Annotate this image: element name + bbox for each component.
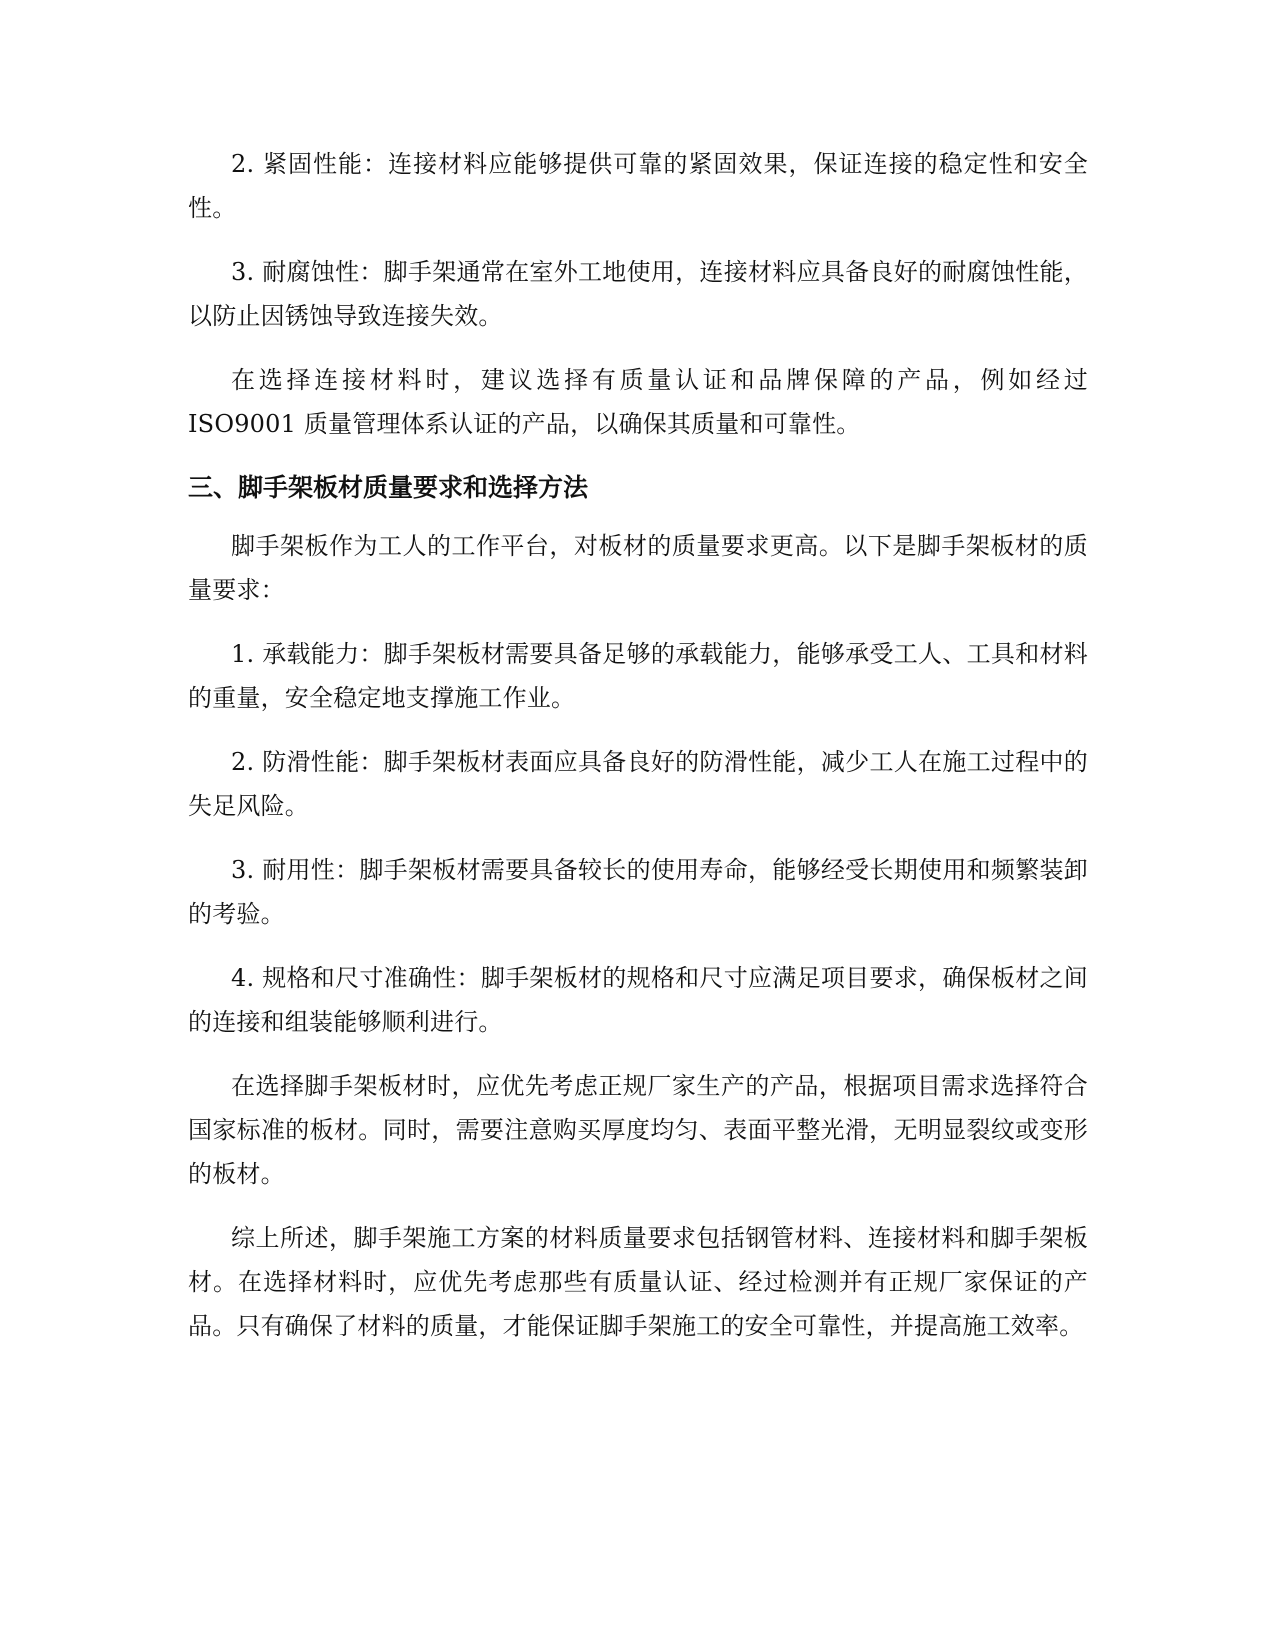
paragraph-board-intro: 脚手架板作为工人的工作平台，对板材的质量要求更高。以下是脚手架板材的质量要求： bbox=[188, 532, 1088, 604]
section-heading: 三、脚手架板材质量要求和选择方法 bbox=[188, 473, 589, 502]
paragraph-load-capacity: 1. 承载能力：脚手架板材需要具备足够的承载能力，能够承受工人、工具和材料的重量，安全稳定地支撑施工作业。 bbox=[188, 640, 1088, 712]
document-body bbox=[188, 142, 1088, 1368]
paragraph-fastening: 2. 紧固性能：连接材料应能够提供可靠的紧固效果，保证连接的稳定性和安全性。 bbox=[188, 150, 1088, 222]
paragraph-durability: 3. 耐用性：脚手架板材需要具备较长的使用寿命，能够经受长期使用和频繁装卸的考验。 bbox=[188, 856, 1088, 928]
paragraph-connection-material-selection: 在选择连接材料时，建议选择有质量认证和品牌保障的产品，例如经过ISO9001 质量管理体系认证的产品，以确保其质量和可靠性。 bbox=[188, 366, 1088, 438]
paragraph-corrosion-resistance: 3. 耐腐蚀性：脚手架通常在室外工地使用，连接材料应具备良好的耐腐蚀性能，以防止因锈蚀导致连接失效。 bbox=[188, 258, 1088, 330]
paragraph-anti-slip: 2. 防滑性能：脚手架板材表面应具备良好的防滑性能，减少工人在施工过程中的失足风险。 bbox=[188, 748, 1088, 820]
paragraph-board-selection: 在选择脚手架板材时，应优先考虑正规厂家生产的产品，根据项目需求选择符合国家标准的板材。同时，需要注意购买厚度均匀、表面平整光滑，无明显裂纹或变形的板材。 bbox=[188, 1072, 1088, 1188]
paragraph-dimension-accuracy: 4. 规格和尺寸准确性：脚手架板材的规格和尺寸应满足项目要求，确保板材之间的连接和组装能够顺利进行。 bbox=[188, 964, 1088, 1036]
paragraph-summary: 综上所述，脚手架施工方案的材料质量要求包括钢管材料、连接材料和脚手架板材。在选择材料时，应优先考虑那些有质量认证、经过检测并有正规厂家保证的产品。只有确保了材料的质量，才能保证脚手架施工的安全可靠性，并提高施工效率。 bbox=[188, 1224, 1088, 1340]
